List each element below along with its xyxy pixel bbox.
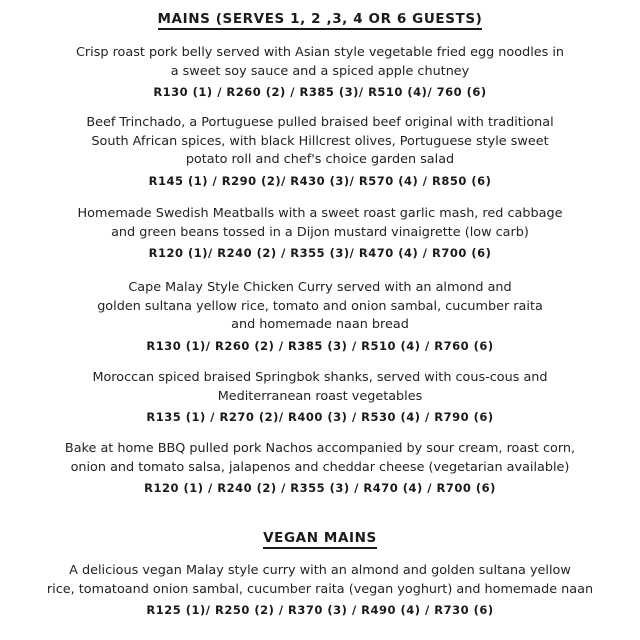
menu-item-pork-belly (40, 44, 600, 99)
menu-item-description-line: a sweet soy sauce and a spiced apple chutney (170, 63, 470, 79)
menu-item-description-line: A delicious vegan Malay style curry with an almond and golden sultana yellow (69, 563, 571, 578)
menu-item-description-line: South African spices, with black Hillcrest olives, Portuguese style sweet (91, 133, 549, 149)
menu-item-price: R125 (1)/ R250 (2) / R370 (3) / R490 (4) / R730 (6) (146, 603, 494, 617)
menu-item-vegan-curry (40, 562, 600, 617)
menu-item-description-line: Cape Malay Style Chicken Curry served with an almond and (128, 280, 512, 295)
menu-item-description-line: golden sultana yellow rice, tomato and onion sambal, cucumber raita (97, 298, 543, 314)
menu-item-price: R145 (1) / R290 (2)/ R430 (3)/ R570 (4) / R850 (6) (148, 173, 492, 188)
menu-item-description-line: Homemade Swedish Meatballs with a sweet roast garlic mash, red cabbage (77, 206, 563, 221)
menu-item-chicken-curry (40, 279, 600, 353)
menu-item-swedish-meatballs (40, 205, 600, 260)
menu-item-price: R130 (1)/ R260 (2) / R385 (3) / R510 (4) / R760 (6) (146, 338, 494, 353)
menu-item-description-line: Bake at home BBQ pulled pork Nachos accompanied by sour cream, roast corn, (64, 441, 576, 456)
vegan-heading (0, 530, 640, 546)
menu-item-description-line: onion and tomato salsa, jalapenos and cheddar cheese (vegetarian available) (70, 459, 570, 475)
mains-heading (0, 11, 640, 27)
menu-item-description-line: rice, tomatoand onion sambal, cucumber raita (vegan yoghurt) and homemade naan (46, 581, 594, 597)
menu-item-description-line: Beef Trinchado, a Portuguese pulled braised beef original with traditional (86, 115, 554, 130)
menu-item-description-line: Moroccan spiced braised Springbok shanks, served with cous-cous and (92, 370, 548, 385)
menu-item-price: R130 (1) / R260 (2) / R385 (3)/ R510 (4)/ 760 (6) (153, 85, 487, 99)
menu-item-beef-trinchado (40, 114, 600, 188)
menu-item-description-line: and homemade naan bread (231, 317, 409, 332)
menu-item-springbok-shanks (40, 369, 600, 424)
menu-item-description-line: potato roll and chef's choice garden salad (185, 152, 455, 167)
menu-item-price: R120 (1) / R240 (2) / R355 (3) / R470 (4) / R700 (6) (144, 481, 496, 495)
menu-item-description-line: Mediterranean roast vegetables (217, 388, 423, 404)
menu-item-pork-nachos (40, 440, 600, 495)
vegan-heading-text: VEGAN MAINS (263, 530, 377, 549)
menu-item-price: R135 (1) / R270 (2)/ R400 (3) / R530 (4) / R790 (6) (146, 410, 494, 424)
menu-item-description-line: Crisp roast pork belly served with Asian style vegetable fried egg noodles in (75, 45, 565, 60)
menu-item-price: R120 (1)/ R240 (2) / R355 (3)/ R470 (4) / R700 (6) (148, 246, 492, 260)
mains-heading-text: MAINS (SERVES 1, 2 ,3, 4 OR 6 GUESTS) (158, 11, 483, 30)
menu-item-description-line: and green beans tossed in a Dijon mustard vinaigrette (low carb) (111, 224, 529, 240)
